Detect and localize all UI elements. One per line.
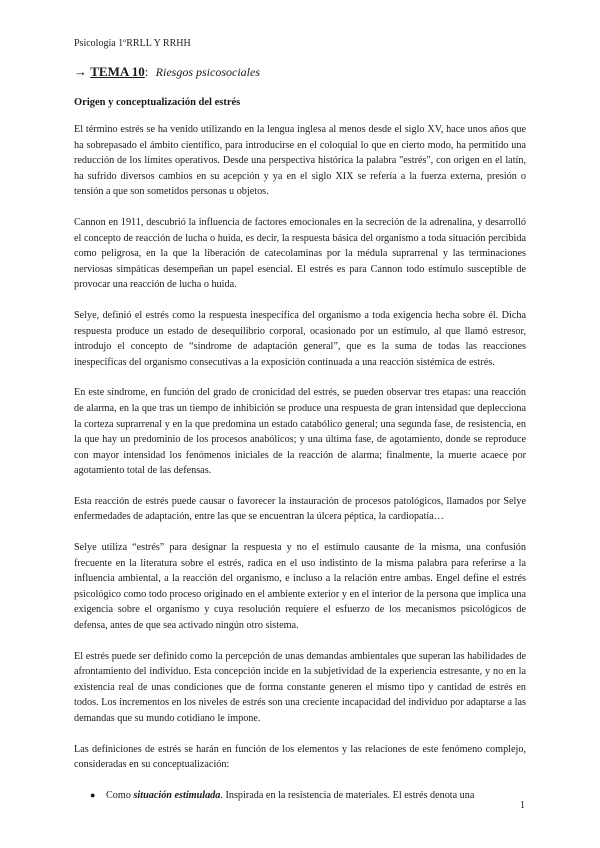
paragraph-8: Las definiciones de estrés se harán en función de los elementos y las relaciones de este fenómeno complejo, consideradas en su conceptualización: [74, 743, 526, 771]
paragraph-3: Selye, definió el estrés como la respuesta inespecífica del organismo a toda exigencia hecha sobre él. Dicha respuesta produce un estado de desequilibrio corporal, ocasionado por un estímulo, al que llamó estresor, introdujo el concepto de “síndrome de adaptación general”, que es la suma de todas las reacciones inespecíficas del organismo consecutivas a la exposición continuada a una reacción sistémica de estrés. [74, 309, 526, 368]
section-heading: Origen y conceptualización del estrés [74, 97, 241, 108]
title-subtitle: Riesgos psicosociales [155, 65, 260, 79]
paragraph-7: El estrés puede ser definido como la percepción de unas demandas ambientales que superan las habilidades de afrontamiento del individuo. Esta concepción incide en la subjetividad de la experiencia estresante, y no en la existencia real de unas condiciones que de forma constante generen el mismo tipo y cantidad de estrés en todos. Los incrementos en los niveles de estrés son una creciente incapacidad del individuo por adaptarse a las demandas que su mundo cotidiano le impone. [74, 650, 526, 724]
title-colon: : [144, 64, 149, 79]
list-item-term: situación estimulada [133, 789, 221, 801]
document-title [74, 64, 260, 80]
paragraph-4: En este síndrome, en función del grado de cronicidad del estrés, se pueden observar tres etapas: una reacción de alarma, en la que tras un tiempo de inhibición se produce una respuesta de gran intensidad que deplecciona la corteza suprarrenal y en la que predomina un estado catabólico general; una segunda fase, de resistencia, en la que hay un predominio de los procesos anabólicos; y una última fase, de agotamiento, donde se reproduce con mayor intensidad los fenómenos iniciales de la reacción de alarma; finalmente, la muerte acaece por agotamiento total de las defensas. [74, 387, 526, 477]
paragraph-5: Esta reacción de estrés puede causar o favorecer la instauración de procesos patológicos, llamados por Selye enfermedades de adaptación, entre las que se encuentran la úlcera péptica, la cardiopatía… [74, 495, 526, 523]
tema-label: TEMA 10 [90, 64, 145, 79]
list-item-prefix: Como [106, 789, 134, 801]
paragraph-1: El término estrés se ha venido utilizando en la lengua inglesa al menos desde el siglo XV, hace unos años que ha sobrepasado el ámbito científico, para introducirse en el coloquial lo que en cierto modo, ha permitido una reducción de los límites operativos. Desde una perspectiva histórica la palabra "estrés", con origen en el latín, ha sufrido diversos cambios en su acepción y ya en el siglo XIX se refería a la fuerza externa, presión o tensión a que son sometidos personas u objetos. [74, 124, 526, 198]
definitions-list [74, 788, 526, 804]
paragraph-6: Selye utiliza “estrés” para designar la respuesta y no el estímulo causante de la misma, una confusión frecuente en la literatura sobre el estrés, radica en el uso indistinto de la misma palabra para referirse a la influencia ambiental, a la reacción del organismo, e incluso a la relación entre ambas. Engel define el estrés psicológico como todo proceso originado en el ambiente exterior y en el interior de la persona que implica una exigencia sobre el organismo y cuya resolución requiere el esfuerzo de los mecanismos psicológicos de defensa, antes de que sea activado ningún otro sistema. [74, 542, 526, 632]
list-item-text: . Inspirada en la resistencia de materiales. El estrés denota una [220, 789, 475, 801]
arrow-icon: → [74, 64, 87, 79]
paragraph-2: Cannon en 1911, descubrió la influencia de factores emocionales en la secreción de la adrenalina, y desarrolló el concepto de reacción de lucha o huida, es decir, la respuesta básica del organismo a toda situación percibida como peligrosa, en la que la liberación de catecolaminas por la médula suprarrenal y las terminaciones nerviosas simpáticas desempeñan un papel esencial. El estrés es para Cannon todo estímulo susceptible de provocar una reacción de lucha o huida. [74, 216, 526, 291]
list-item [74, 788, 526, 804]
page-header: Psicología 1ºRRLL Y RRHH [74, 38, 191, 49]
bullet-icon: ● [90, 789, 96, 800]
page-number: 1 [520, 800, 525, 811]
document-body [74, 122, 526, 803]
